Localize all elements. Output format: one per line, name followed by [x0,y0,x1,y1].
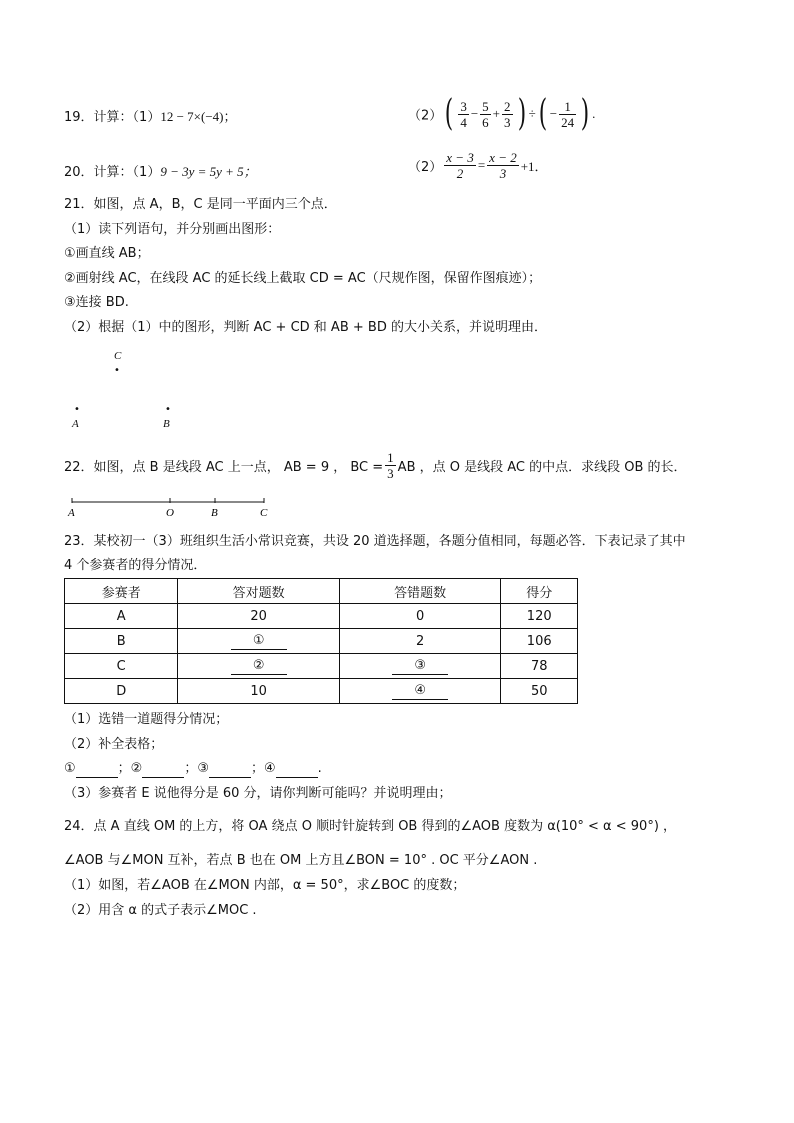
point-a-label: A [72,418,79,430]
q24-line1: 24．点 A 直线 OM 的上方，将 OA 绕点 O 顺时针旋转到 OB 得到的∠AOB 度数为 α(10° < α < 90°) ， [64,819,677,834]
q23-blanks: ① ；② ；③ ；④ . [64,761,322,776]
q23-line1: 23．某校初一（3）班组织生活小常识竞赛，共设 20 道选择题，各题分值相同，每题必答．下表记录了其中 [64,534,686,549]
q21-line6: （2）根据（1）中的图形，判断 AC + CD 和 AB + BD 的大小关系，并说明理由． [64,320,547,335]
q20-part1: 20．计算：（1）9 − 3y = 5y + 5； [64,164,257,180]
q21-line4: ②画射线 AC，在线段 AC 的延长线上截取 CD = AC（尺规作图，保留作图痕迹）； [64,271,542,286]
q23-sub1: （1）选错一道题得分情况； [64,712,229,727]
table-row [65,629,578,654]
point-c: • [114,365,120,376]
answer-blank-1 [76,763,118,778]
cell-correct: 10 [178,679,340,704]
point-c-label: C [114,350,122,362]
answer-blank-3 [209,763,251,778]
point-a: • [74,404,80,415]
q24-line3: （1）如图，若∠AOB 在∠MON 内部，α = 50°，求∠BOC 的度数； [64,878,466,893]
q23-sub2: （2）补全表格； [64,737,164,752]
cell-name: D [65,679,178,704]
q21-line3: ①画直线 AB； [64,246,150,261]
cell-wrong [339,679,501,704]
q22-segment-figure [64,494,284,524]
point-b-label: B [163,418,170,430]
cell-score: 50 [501,679,578,704]
table-header-row [65,579,578,604]
q19-part2: （2）( $\frac{3}{4}$ − $\frac{5}{6}$ + $\frac{2}{3}$ ) ÷( − $\frac{1}{24}$ ) . [408,93,596,134]
cell-score: 120 [501,604,578,629]
answer-blank-4 [276,763,318,778]
table-row [65,679,578,704]
fraction: $\frac{2}{3}$ [504,98,511,130]
blank-1: ① [231,633,287,650]
q23-line2: 4 个参赛者的得分情况． [64,558,207,573]
q20-part2: （2） $\frac{x - 3}{2}$ = $\frac{x - 2}{3}$ +1． [408,150,548,181]
q21-line5: ③连接 BD. [64,295,129,310]
q21-line2: （1）读下列语句，并分别画出图形： [64,222,281,237]
label-c: C [260,507,268,519]
fraction: $\frac{1}{24}$ [561,98,575,130]
answer-blank-2 [142,763,184,778]
blank-4: ④ [392,683,448,700]
blank-3: ③ [392,658,448,675]
cell-score: 106 [501,629,578,654]
header-wrong: 答错题数 [339,579,501,604]
q24-line4: （2）用含 α 的式子表示∠MOC . [64,903,257,918]
cell-correct [178,629,340,654]
fraction: $\frac{1}{3}$ [387,450,394,481]
q23-sub3: （3）参赛者 E 说他得分是 60 分，请你判断可能吗？并说明理由； [64,786,452,801]
table-row [65,654,578,679]
q21-line1: 21．如图，点 A，B，C 是同一平面内三个点． [64,197,337,212]
cell-name: B [65,629,178,654]
fraction: $\frac{x - 3}{2}$ [446,150,474,181]
cell-name: C [65,654,178,679]
label-b: B [211,507,218,519]
fraction: $\frac{5}{6}$ [482,98,489,130]
fraction: $\frac{3}{4}$ [460,98,467,130]
label-a: A [68,507,75,519]
cell-wrong: 2 [339,629,501,654]
cell-score: 78 [501,654,578,679]
blank-2: ② [231,658,287,675]
header-participant: 参赛者 [65,579,178,604]
score-table [64,578,578,704]
cell-wrong [339,654,501,679]
cell-wrong: 0 [339,604,501,629]
cell-correct [178,654,340,679]
cell-name: A [65,604,178,629]
header-score: 得分 [501,579,578,604]
q22-text: 22．如图，点 B 是线段 AC 上一点， AB = 9 ， BC = $\frac{1}{3}$ AB ，点 O 是线段 AC 的中点．求线段 OB 的长． [64,450,687,481]
point-b: • [165,404,171,415]
cell-correct: 20 [178,604,340,629]
label-o: O [166,507,174,519]
table-row [65,604,578,629]
q19-part1: 19．计算：（1）12 − 7×(−4)； [64,109,237,125]
fraction: $\frac{x - 2}{3}$ [489,150,517,181]
q24-line2: ∠AOB 与∠MON 互补，若点 B 也在 OM 上方且∠BON = 10° . OC 平分∠AON . [64,853,538,868]
header-correct: 答对题数 [178,579,340,604]
